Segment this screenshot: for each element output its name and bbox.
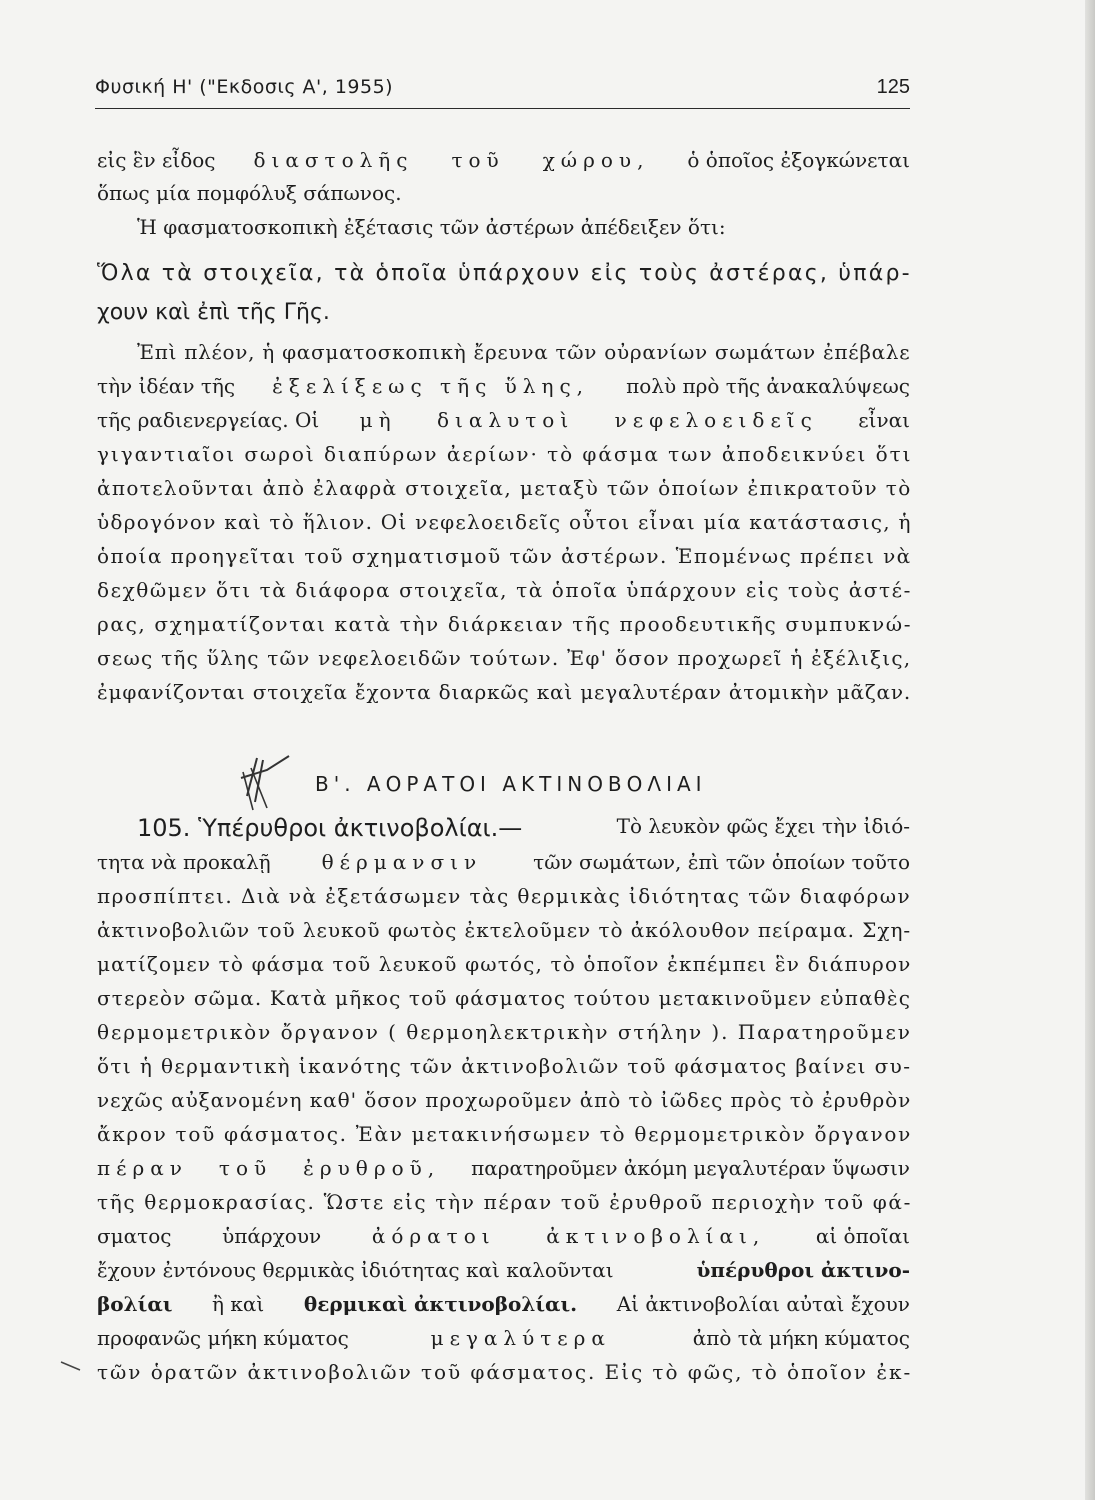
text-span: θερμομετρικὸν ὄργανον ( θερμοηλεκτρικὴν στήλην ). Παρατηροῦμεν xyxy=(97,1020,912,1044)
text-span: εἶναι xyxy=(858,408,910,432)
text-span: Αἱ ἀκτινοβολίαι αὐταὶ ἔχουν xyxy=(616,1292,910,1316)
text-span: ἢ καὶ xyxy=(212,1292,265,1316)
text-line xyxy=(137,816,910,840)
spaced-text: διαστολῆς xyxy=(253,148,414,172)
text-span: τητα νὰ προκαλῇ xyxy=(97,850,271,874)
spaced-text: ἀόρατοι xyxy=(371,1224,496,1248)
spaced-text: τοῦ xyxy=(451,148,505,172)
spaced-text: χώρου, xyxy=(542,148,650,172)
text-line xyxy=(97,1360,913,1384)
text-span: εἰς ἓν εἶδος xyxy=(97,148,216,172)
text-line xyxy=(97,648,910,668)
bold-term: βολίαι xyxy=(97,1292,173,1316)
text-span: τὴν ἰδέαν τῆς xyxy=(97,374,236,398)
text-span: Τὸ λευκὸν φῶς ἔχει τὴν ἰδιό- xyxy=(616,814,910,838)
text-line xyxy=(97,150,910,170)
text-span: γιγαντιαῖοι σωροὶ διαπύρων ἀερίων· τὸ φάσμα των ἀποδεικνύει ὅτι xyxy=(97,442,913,466)
quote-text: Ὅλα τὰ στοιχεῖα, τὰ ὁποῖα ὑπάρχουν εἰς τοὺς ἀστέρας, ὑπάρ- xyxy=(97,261,912,286)
text-span: προφανῶς μήκη κύματος xyxy=(97,1326,349,1350)
text-span: δεχθῶμεν ὅτι τὰ διάφορα στοιχεῖα, τὰ ὁποῖα ὑπάρχουν εἰς τοὺς ἀστέ- xyxy=(97,578,912,602)
text-span: ἀπὸ τὰ μήκη κύματος xyxy=(692,1326,910,1350)
text-line xyxy=(97,1158,910,1178)
text-span: νεχῶς αὐξανομένη καθ' ὅσον προχωροῦμεν ἀπὸ τὸ ἰῶδες πρὸς τὸ ἐρυθρὸν xyxy=(97,1088,912,1112)
text-span: ἀκτινοβολιῶν τοῦ λευκοῦ φωτὸς ἐκτελοῦμεν τὸ ἀκόλουθον πείραμα. Σχη- xyxy=(97,918,912,942)
text-line xyxy=(97,478,910,498)
text-line xyxy=(97,1260,910,1280)
quote-line: χουν καὶ ἐπὶ τῆς Γῆς. xyxy=(97,300,330,325)
quote-line xyxy=(97,263,910,285)
text-line xyxy=(97,410,910,430)
text-line xyxy=(97,1122,913,1146)
text-line xyxy=(97,1294,910,1314)
text-span: ρας, σχηματίζονται κατὰ τὴν διάρκειαν τῆς προοδευτικῆς συμπυκνώ- xyxy=(97,612,913,636)
text-span: Ἐπὶ πλέον, ἡ φασματοσκοπικὴ ἔρευνα τῶν οὐρανίων σωμάτων ἐπέβαλε xyxy=(137,340,911,364)
text-line xyxy=(97,612,913,636)
text-span: τῆς θερμοκρασίας. Ὥστε εἰς τὴν πέραν τοῦ ἐρυθροῦ περιοχὴν τοῦ φά- xyxy=(97,1190,912,1214)
text-span: σματος xyxy=(97,1224,172,1248)
text-line xyxy=(97,852,910,872)
text-line xyxy=(97,1022,910,1042)
text-span: ὁ ὁποῖος ἐξογκώνεται xyxy=(687,148,910,172)
spaced-text: τοῦ xyxy=(218,1156,273,1180)
text-line: Ἡ φασματοσκοπικὴ ἐξέτασις τῶν ἀστέρων ἀπέδειξεν ὅτι: xyxy=(137,215,726,239)
spaced-text: μὴ xyxy=(359,408,397,432)
text-line: ὅπως μία πομφόλυξ σάπωνος. xyxy=(97,181,402,205)
text-line xyxy=(97,580,910,600)
text-span: παρατηροῦμεν ἀκόμη μεγαλυτέραν ὕψωσιν xyxy=(471,1156,910,1180)
spaced-text: θέρμανσιν xyxy=(321,850,483,874)
running-head: Φυσική Η' ("Εκδοσις Α', 1955) xyxy=(95,76,394,98)
text-line xyxy=(97,546,910,566)
spaced-text: διαλυτοὶ xyxy=(437,408,575,432)
text-span: ὅτι ἡ θερμαντικὴ ἱκανότης τῶν ἀκτινοβολιῶν τοῦ φάσματος βαίνει συ- xyxy=(97,1054,912,1078)
text-span: ματίζομεν τὸ φάσμα τοῦ λευκοῦ φωτός, τὸ ὁποῖον ἐκπέμπει ἓν διάπυρον xyxy=(97,952,912,976)
spaced-text: ἀκτινοβολίαι, xyxy=(546,1224,766,1248)
spaced-text: νεφελοειδεῖς xyxy=(614,408,818,432)
spaced-text: ἐρυθροῦ, xyxy=(303,1156,441,1180)
text-line xyxy=(97,988,910,1008)
spaced-text: μεγαλύτερα xyxy=(430,1326,611,1350)
text-line xyxy=(97,886,910,906)
text-span: στερεὸν σῶμα. Κατὰ μῆκος τοῦ φάσματος τούτου μετακινοῦμεν εὐπαθὲς xyxy=(97,986,912,1010)
margin-mark-icon xyxy=(60,1360,82,1372)
page-edge-shadow xyxy=(1085,0,1095,1500)
spaced-text: ἐξελίξεως τῆς ὕλης, xyxy=(272,374,590,398)
text-line xyxy=(97,512,910,532)
section-title: 105. Ὑπέρυθροι ἀκτινοβολίαι.— xyxy=(137,814,523,842)
text-span: πολὺ πρὸ τῆς ἀνακαλύψεως xyxy=(626,374,910,398)
text-line xyxy=(97,1056,910,1076)
text-line xyxy=(137,342,910,362)
text-line xyxy=(97,376,910,396)
text-line xyxy=(97,1090,910,1110)
text-span: αἱ ὁποῖαι xyxy=(815,1224,910,1248)
text-line xyxy=(97,1328,910,1348)
page-number: 125 xyxy=(876,76,910,98)
text-span: ὑπάρχουν xyxy=(222,1224,322,1248)
spaced-text: πέραν xyxy=(97,1156,188,1180)
text-span: σεως τῆς ὕλης τῶν νεφελοειδῶν τούτων. Ἐφ' ὅσον προχωρεῖ ἡ ἐξέλιξις, xyxy=(97,646,912,670)
text-span: ὑδρογόνον καὶ τὸ ἥλιον. Οἱ νεφελοειδεῖς οὗτοι εἶναι μία κατάστασις, ἡ xyxy=(97,510,912,534)
text-line xyxy=(97,920,910,940)
pencil-mark-icon xyxy=(233,750,293,812)
text-span: τῶν ὁρατῶν ἀκτινοβολιῶν τοῦ φάσματος. Εἰς τὸ φῶς, τὸ ὁποῖον ἐκ- xyxy=(97,1360,913,1384)
bold-term: θερμικαὶ ἀκτινοβολίαι. xyxy=(303,1292,578,1316)
text-span: ἔχουν ἐντόνους θερμικὰς ἰδιότητας καὶ καλοῦνται xyxy=(97,1258,614,1282)
bold-term: ὑπέρυθροι ἀκτινο- xyxy=(696,1258,910,1282)
text-line xyxy=(97,954,910,974)
text-span: τῶν σωμάτων, ἐπὶ τῶν ὁποίων τοῦτο xyxy=(533,850,910,874)
text-span: ἄκρον τοῦ φάσματος. Ἐὰν μετακινήσωμεν τὸ θερμομετρικὸν ὄργανον xyxy=(97,1122,913,1146)
text-span: προσπίπτει. Διὰ νὰ ἐξετάσωμεν τὰς θερμικὰς ἰδιότητας τῶν διαφόρων xyxy=(97,884,912,908)
text-span: ἐμφανίζονται στοιχεῖα ἔχοντα διαρκῶς καὶ μεγαλυτέραν ἀτομικὴν μᾶζαν. xyxy=(97,680,912,704)
text-line xyxy=(97,1226,910,1246)
page-header xyxy=(95,68,910,109)
text-line xyxy=(97,442,913,466)
text-span: ἀποτελοῦνται ἀπὸ ἐλαφρὰ στοιχεῖα, μεταξὺ τῶν ὁποίων ἐπικρατοῦν τὸ xyxy=(97,476,912,500)
text-line xyxy=(97,1192,910,1212)
text-span: τῆς ραδιενεργείας. Οἱ xyxy=(97,408,320,432)
text-span: ὁποία προηγεῖται τοῦ σχηματισμοῦ τῶν ἀστέρων. Ἑπομένως πρέπει νὰ xyxy=(97,544,912,568)
section-subheading: Β'. ΑΟΡΑΤΟΙ ΑΚΤΙΝΟΒΟΛΙΑΙ xyxy=(315,772,707,796)
text-line xyxy=(97,682,910,702)
